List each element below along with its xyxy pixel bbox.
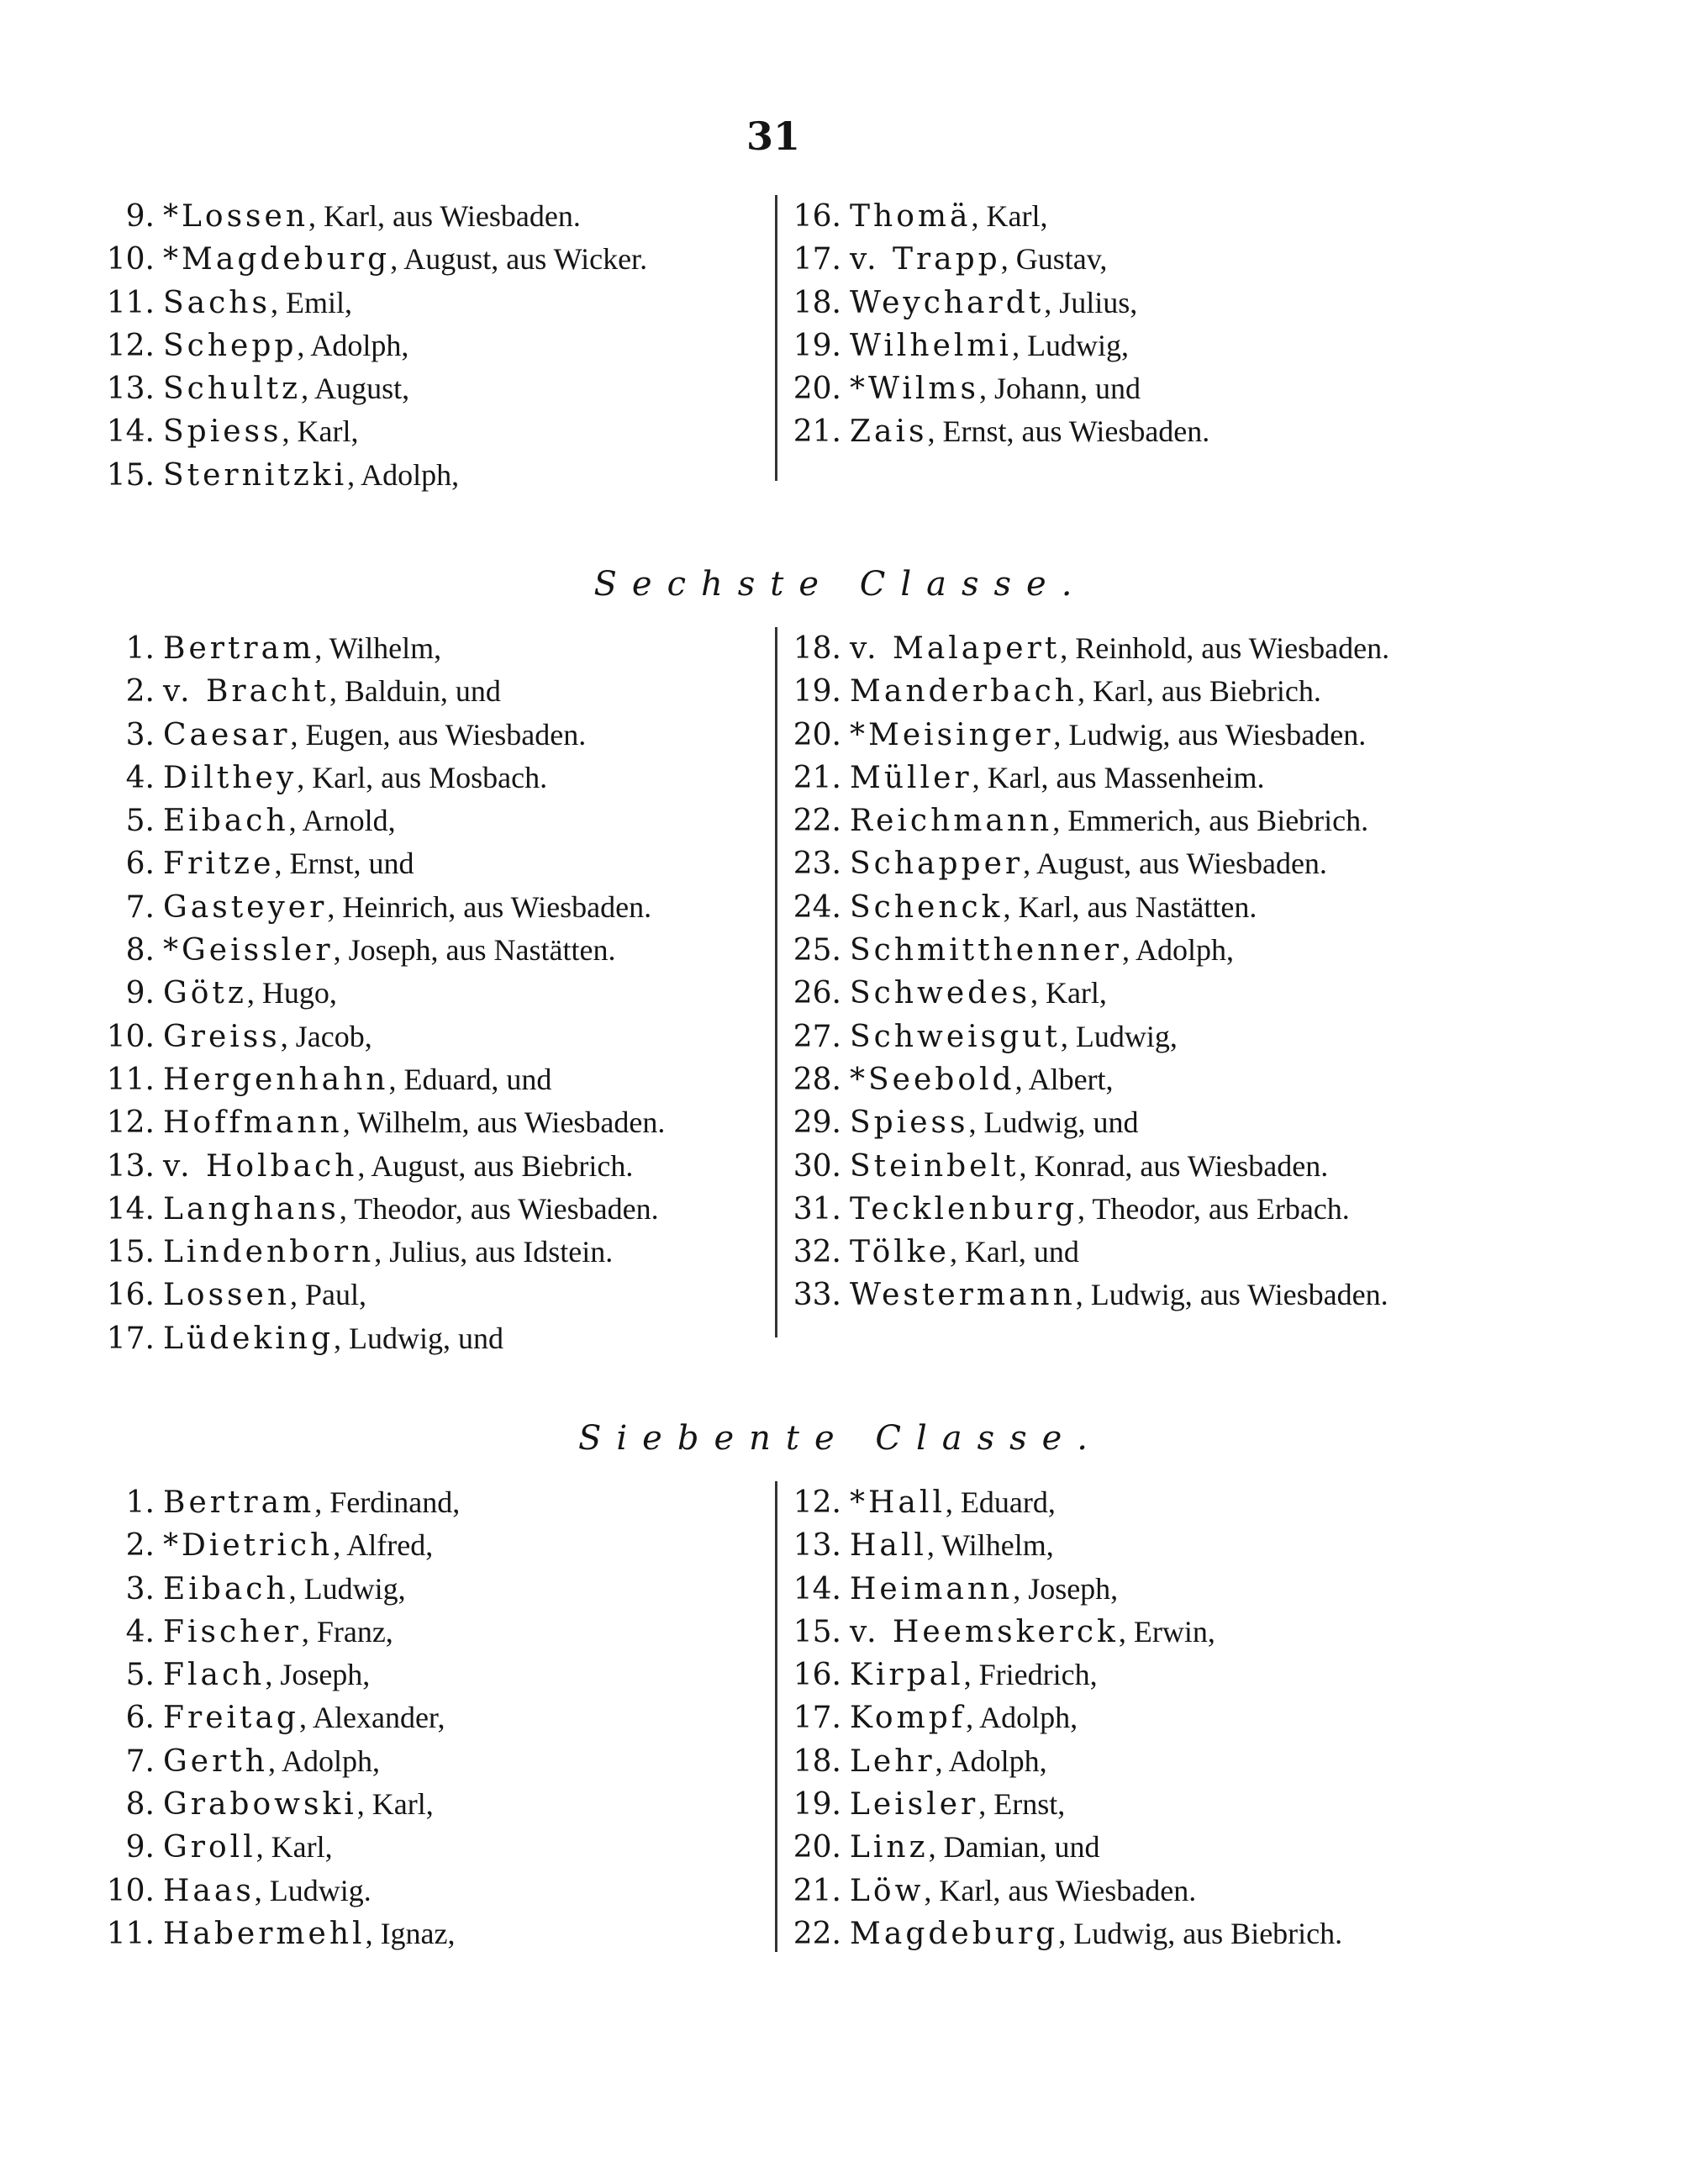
student-details: , August, aus Biebrich. [357,1148,634,1183]
item-number: 17. [793,1701,841,1736]
list-item [94,886,767,929]
student-name: Bertram [163,631,315,666]
list-item [789,238,1478,281]
student-name: *Wilms [850,372,980,407]
student-details: , Hugo, [246,976,337,1010]
item-number: 29. [793,1105,841,1141]
item-number: 8. [125,1787,155,1823]
item-number: 9. [125,976,155,1011]
student-details: , Friedrich, [963,1658,1098,1692]
list-item [789,842,1478,885]
student-name: Wilhelmi [850,328,1013,363]
list-item [94,1317,767,1360]
list-item [789,367,1478,410]
item-number: 12. [106,328,155,363]
student-details: , Ludwig, [1012,328,1130,362]
student-details: , Karl, [256,1830,333,1865]
list-item [94,1274,767,1316]
student-details: , Jacob, [280,1019,372,1053]
student-name: Eibach [163,1571,289,1606]
item-number: 21. [793,1873,841,1908]
student-details: , Ludwig, aus Wiesbaden. [1053,717,1367,752]
student-name: Fritze [163,847,275,882]
student-details: , Karl, [1030,976,1107,1010]
student-name: Sachs [163,285,271,320]
list-item [94,1870,767,1912]
list-item [789,1524,1478,1567]
list-item [94,1568,767,1611]
student-name: Gerth [163,1744,268,1779]
student-name: *Seebold [850,1062,1015,1097]
student-name: Löw [850,1873,925,1908]
list-item [94,367,767,410]
student-details: , Karl, aus Wiesbaden. [924,1873,1197,1907]
item-number: 13. [106,1148,155,1184]
student-details: , Karl, aus Wiesbaden. [308,199,581,233]
student-name: Linz [850,1830,929,1865]
student-name: Flach [163,1658,266,1693]
list-item [94,1016,767,1058]
student-name: Greiss [163,1019,281,1054]
item-number: 22. [793,804,841,839]
list-item [789,670,1478,713]
item-number: 28. [793,1062,841,1097]
student-name: Schenck [850,889,1004,925]
list-item [94,842,767,885]
list-item [789,1231,1478,1274]
list-item [789,972,1478,1015]
list-item [94,324,767,367]
student-details: , Eduard, und [388,1062,552,1096]
left-column [94,1481,767,1955]
item-number: 27. [793,1019,841,1054]
student-name: Schweisgut [850,1019,1061,1054]
list-item [94,410,767,453]
student-name: Götz [163,976,247,1011]
item-number: 11. [106,1916,155,1951]
list-item [789,1016,1478,1058]
list-item [789,1826,1478,1869]
student-name: Freitag [163,1701,299,1736]
list-item [789,714,1478,757]
list-item [789,1783,1478,1826]
list-item [789,1274,1478,1316]
item-number: 22. [793,1916,841,1951]
student-name: Lossen [163,1278,291,1313]
student-details: , Reinhold, aus Wiesbaden. [1060,631,1390,665]
list-item [94,1188,767,1231]
list-item [94,1101,767,1144]
list-item [789,1188,1478,1231]
list-item [94,1481,767,1524]
student-name: *Lossen [163,199,309,234]
item-number: 23. [793,847,841,882]
list-item [789,324,1478,367]
top-list-block [0,195,1681,498]
student-name: Schmitthenner [850,933,1122,968]
item-number: 16. [793,199,841,234]
item-number: 21. [793,414,841,450]
item-number: 18. [793,285,841,320]
item-number: 11. [106,1062,155,1097]
student-details: , Joseph, aus Nastätten. [333,933,616,968]
item-number: 3. [125,717,155,752]
student-details: , Adolph, [347,457,460,492]
student-name: *Dietrich [163,1528,334,1564]
item-number: 2. [125,1528,155,1564]
student-details: , Karl, [282,414,359,449]
student-details: , Johann, und [979,372,1141,406]
list-item [789,1611,1478,1654]
list-item [789,1058,1478,1101]
student-details: , Heinrich, aus Wiesbaden. [327,889,652,924]
student-details: , Erwin, [1118,1614,1215,1649]
student-details: , Ernst, und [274,847,414,881]
student-details: , Theodor, aus Wiesbaden. [339,1191,659,1226]
student-name: Haas [163,1873,255,1908]
student-name: Habermehl [163,1916,366,1951]
student-details: , Ludwig, und [968,1105,1139,1140]
student-name: Magdeburg [850,1916,1059,1951]
list-item [789,757,1478,799]
student-details: , Franz, [301,1614,393,1649]
list-item [789,282,1478,324]
item-number: 8. [125,933,155,968]
item-number: 20. [793,372,841,407]
list-item [789,1912,1478,1955]
student-name: Schepp [163,328,298,363]
list-item [789,1654,1478,1696]
item-number: 3. [125,1571,155,1606]
student-name: v. Trapp [850,242,1001,277]
item-number: 6. [125,847,155,882]
student-name: v. Bracht [163,674,329,710]
list-item [789,1696,1478,1739]
student-name: Heimann [850,1571,1014,1606]
list-item [94,972,767,1015]
student-details: , Adolph, [966,1701,1078,1735]
list-item [94,1145,767,1188]
student-details: , Karl, [971,199,1048,233]
student-name: *Hall [850,1485,946,1520]
student-details: , Karl, aus Massenheim. [972,760,1265,794]
item-number: 33. [793,1278,841,1313]
student-details: , Eugen, aus Wiesbaden. [290,717,587,752]
list-item [789,886,1478,929]
list-item [94,929,767,972]
student-name: Caesar [163,717,291,752]
student-name: Lindenborn [163,1235,375,1270]
item-number: 1. [125,631,155,666]
student-details: , Julius, aus Idstein. [374,1235,614,1269]
student-details: , August, aus Wiesbaden. [1023,847,1327,881]
item-number: 19. [793,674,841,710]
list-item [94,238,767,281]
student-name: Leisler [850,1787,979,1823]
item-number: 10. [106,1019,155,1054]
student-name: Groll [163,1830,256,1865]
list-item [94,1611,767,1654]
list-item [94,1826,767,1869]
student-name: Kompf [850,1701,967,1736]
item-number: 26. [793,976,841,1011]
item-number: 17. [793,242,841,277]
student-name: Eibach [163,804,289,839]
item-number: 7. [125,1744,155,1779]
student-details: , Karl, aus Mosbach. [297,760,548,794]
student-details: , Karl, aus Nastätten. [1003,889,1257,924]
student-details: , Ernst, [978,1787,1066,1822]
student-details: , Arnold, [288,804,396,838]
item-number: 1. [125,1485,155,1520]
list-item [94,1740,767,1783]
student-details: , Ludwig, aus Biebrich. [1058,1916,1343,1950]
student-name: Lehr [850,1744,935,1779]
item-number: 10. [106,1873,155,1908]
student-name: Dilthey [163,760,298,795]
student-name: v. Heemskerck [850,1614,1119,1649]
student-name: Westermann [850,1278,1076,1313]
student-name: Lüdeking [163,1321,334,1356]
student-details: , Adolph, [935,1744,1047,1778]
student-name: Hergenhahn [163,1062,389,1097]
item-number: 13. [793,1528,841,1564]
right-column [775,195,1478,481]
student-details: , Ernst, aus Wiesbaden. [927,414,1210,449]
item-number: 10. [106,242,155,277]
list-item [94,670,767,713]
student-name: Schultz [163,372,302,407]
student-name: *Magdeburg [163,242,391,277]
student-name: *Meisinger [850,717,1054,752]
sechste-list-block [0,627,1681,1367]
list-item [789,1870,1478,1912]
list-item [789,1101,1478,1144]
list-item [789,627,1478,670]
student-name: *Geissler [163,933,334,968]
item-number: 20. [793,717,841,752]
student-details: , Emil, [270,285,352,319]
student-name: Tecklenburg [850,1191,1078,1227]
item-number: 9. [125,199,155,234]
student-details: , Karl, [356,1787,434,1822]
student-details: , Adolph, [1121,933,1234,968]
item-number: 17. [106,1321,155,1356]
list-item [94,1654,767,1696]
student-name: Weychardt [850,285,1045,320]
student-name: Schwedes [850,976,1030,1011]
right-column [775,1481,1478,1952]
item-number: 15. [106,457,155,493]
student-details: , Ludwig, und [334,1321,503,1355]
student-name: Spiess [850,1105,969,1141]
student-details: , Joseph, [1013,1571,1119,1606]
item-number: 32. [793,1235,841,1270]
student-name: Tölke [850,1235,950,1270]
student-name: Hoffmann [163,1105,343,1141]
student-name: Fischer [163,1614,302,1649]
student-details: , Joseph, [265,1658,371,1692]
student-name: Spiess [163,414,282,450]
student-details: , Balduin, und [329,674,501,709]
page-number: 31 [746,113,800,159]
student-details: , Ludwig, [288,1571,406,1606]
list-item [94,799,767,842]
left-column [94,195,767,497]
student-details: , Gustav, [1000,242,1108,277]
student-details: , Alfred, [333,1528,434,1563]
item-number: 4. [125,1614,155,1649]
item-number: 31. [793,1191,841,1227]
item-number: 5. [125,804,155,839]
student-details: , Ludwig. [254,1873,372,1907]
student-details: , Albert, [1014,1062,1114,1096]
list-item [94,1524,767,1567]
student-details: , August, [301,372,410,406]
item-number: 12. [793,1485,841,1520]
student-details: , Ludwig, [1060,1019,1178,1053]
list-item [94,627,767,670]
item-number: 20. [793,1830,841,1865]
student-name: Schapper [850,847,1024,882]
student-details: , Eduard, [945,1485,1056,1519]
student-name: Grabowski [163,1787,357,1823]
item-number: 9. [125,1830,155,1865]
student-name: Manderbach [850,674,1078,710]
student-details: , Adolph, [297,328,409,362]
student-details: , Konrad, aus Wiesbaden. [1019,1148,1329,1183]
student-details: , August, aus Wicker. [390,242,648,277]
item-number: 4. [125,760,155,795]
list-item [789,1568,1478,1611]
item-number: 11. [106,285,155,320]
student-details: , Karl, aus Biebrich. [1077,674,1321,709]
list-item [94,1912,767,1955]
item-number: 18. [793,631,841,666]
student-name: v. Malapert [850,631,1061,666]
student-details: , Paul, [290,1278,367,1312]
section-heading-sechste: Sechste Classe. [593,565,1088,604]
list-item [94,454,767,497]
student-name: Bertram [163,1485,315,1520]
list-item [789,410,1478,453]
siebente-list-block [0,1481,1681,1969]
student-details: , Adolph, [267,1744,380,1778]
item-number: 15. [793,1614,841,1649]
item-number: 16. [106,1278,155,1313]
student-details: , Ludwig, aus Wiesbaden. [1075,1278,1389,1312]
item-number: 12. [106,1105,155,1141]
item-number: 19. [793,1787,841,1823]
item-number: 13. [106,372,155,407]
student-name: Kirpal [850,1658,964,1693]
list-item [789,1145,1478,1188]
student-name: Reichmann [850,804,1053,839]
student-details: , Karl, und [949,1235,1079,1269]
item-number: 2. [125,674,155,710]
item-number: 14. [106,1191,155,1227]
student-name: Langhans [163,1191,340,1227]
left-column [94,627,767,1360]
student-details: , Julius, [1044,285,1138,319]
student-name: Thomä [850,199,972,234]
item-number: 14. [106,414,155,450]
student-name: Hall [850,1528,927,1564]
item-number: 18. [793,1744,841,1779]
section-heading-siebente: Siebente Classe. [577,1419,1104,1458]
student-name: Müller [850,760,972,795]
list-item [789,929,1478,972]
list-item [789,1740,1478,1783]
student-name: Sternitzki [163,457,348,493]
list-item [94,1783,767,1826]
item-number: 14. [793,1571,841,1606]
student-name: Steinbelt [850,1148,1020,1184]
student-details: , Ignaz, [365,1916,456,1950]
list-item [789,1481,1478,1524]
list-item [789,195,1478,238]
student-details: , Alexander, [298,1701,445,1735]
item-number: 19. [793,328,841,363]
item-number: 15. [106,1235,155,1270]
list-item [94,1058,767,1101]
item-number: 5. [125,1658,155,1693]
student-name: Gasteyer [163,889,328,925]
list-item [94,1696,767,1739]
list-item [94,282,767,324]
student-details: , Wilhelm, [314,631,442,665]
list-item [789,799,1478,842]
student-details: , Ferdinand, [314,1485,461,1519]
list-item [94,1231,767,1274]
list-item [94,757,767,799]
item-number: 7. [125,889,155,925]
list-item [94,714,767,757]
student-name: v. Holbach [163,1148,358,1184]
student-details: , Wilhelm, [926,1528,1054,1563]
item-number: 6. [125,1701,155,1736]
student-details: , Theodor, aus Erbach. [1078,1191,1350,1226]
right-column [775,627,1478,1337]
item-number: 25. [793,933,841,968]
item-number: 24. [793,889,841,925]
item-number: 16. [793,1658,841,1693]
item-number: 21. [793,760,841,795]
student-details: , Emmerich, aus Biebrich. [1052,804,1369,838]
student-name: Zais [850,414,928,450]
list-item [94,195,767,238]
item-number: 30. [793,1148,841,1184]
student-details: , Wilhelm, aus Wiesbaden. [342,1105,666,1140]
student-details: , Damian, und [928,1830,1100,1865]
